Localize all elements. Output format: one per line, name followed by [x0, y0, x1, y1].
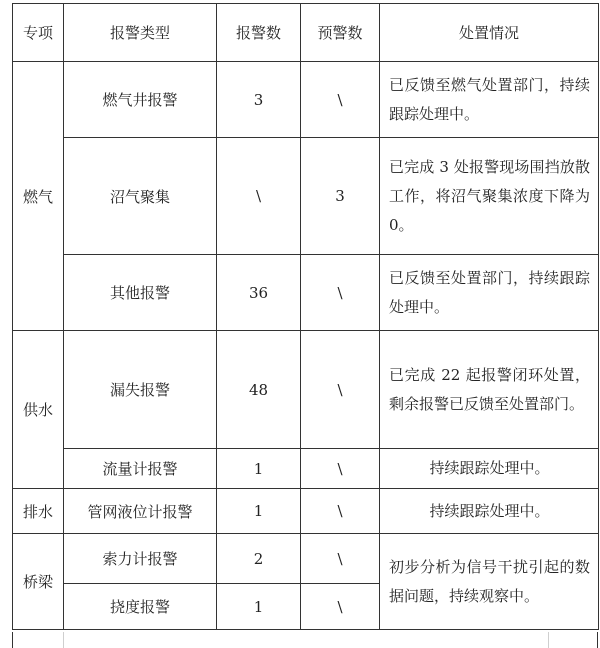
alarm-count-cell: 1: [217, 584, 301, 630]
category-water-supply: 供水: [13, 331, 64, 489]
alarm-type-cell: 管网液位计报警: [64, 489, 217, 534]
table-row: [13, 331, 599, 449]
table-border-continuation: [12, 632, 13, 648]
alarm-type-cell: 其他报警: [64, 255, 217, 331]
alarm-count-cell: 2: [217, 534, 301, 584]
header-warning-count: 预警数: [301, 4, 380, 62]
handling-cell: 已完成 22 起报警闭环处置，剩余报警已反馈至处置部门。: [380, 331, 599, 449]
warning-count-cell: \: [301, 489, 380, 534]
category-drainage: 排水: [13, 489, 64, 534]
handling-cell: 已完成 3 处报警现场围挡放散工作，将沼气聚集浓度下降为 0。: [380, 138, 599, 255]
alarm-type-cell: 挠度报警: [64, 584, 217, 630]
handling-cell: 已反馈至燃气处置部门，持续跟踪处理中。: [380, 62, 599, 138]
table-border-continuation: [597, 632, 598, 648]
table-row: [13, 62, 599, 138]
alarm-count-cell: \: [217, 138, 301, 255]
alarm-report-table: [12, 3, 599, 630]
handling-cell: 持续跟踪处理中。: [380, 489, 599, 534]
header-row: [13, 4, 599, 62]
header-handling: 处置情况: [380, 4, 599, 62]
alarm-count-cell: 3: [217, 62, 301, 138]
warning-count-cell: \: [301, 62, 380, 138]
alarm-count-cell: 48: [217, 331, 301, 449]
table-row: [13, 534, 599, 584]
alarm-count-cell: 1: [217, 489, 301, 534]
table-row: [13, 489, 599, 534]
alarm-type-cell: 漏失报警: [64, 331, 217, 449]
warning-count-cell: \: [301, 534, 380, 584]
page-margin-mark: [548, 632, 549, 648]
header-category: 专项: [13, 4, 64, 62]
warning-count-cell: \: [301, 584, 380, 630]
warning-count-cell: \: [301, 331, 380, 449]
handling-cell: 初步分析为信号干扰引起的数据问题，持续观察中。: [380, 534, 599, 630]
table-row: [13, 138, 599, 255]
warning-count-cell: \: [301, 255, 380, 331]
handling-cell: 已反馈至处置部门，持续跟踪处理中。: [380, 255, 599, 331]
alarm-type-cell: 燃气井报警: [64, 62, 217, 138]
alarm-count-cell: 36: [217, 255, 301, 331]
table-row: [13, 255, 599, 331]
header-alarm-count: 报警数: [217, 4, 301, 62]
alarm-type-cell: 沼气聚集: [64, 138, 217, 255]
category-bridge: 桥梁: [13, 534, 64, 630]
alarm-count-cell: 1: [217, 449, 301, 489]
warning-count-cell: 3: [301, 138, 380, 255]
header-alarm-type: 报警类型: [64, 4, 217, 62]
page-margin-mark: [63, 632, 64, 648]
alarm-type-cell: 流量计报警: [64, 449, 217, 489]
alarm-type-cell: 索力计报警: [64, 534, 217, 584]
table-row: [13, 449, 599, 489]
handling-cell: 持续跟踪处理中。: [380, 449, 599, 489]
warning-count-cell: \: [301, 449, 380, 489]
category-gas: 燃气: [13, 62, 64, 331]
